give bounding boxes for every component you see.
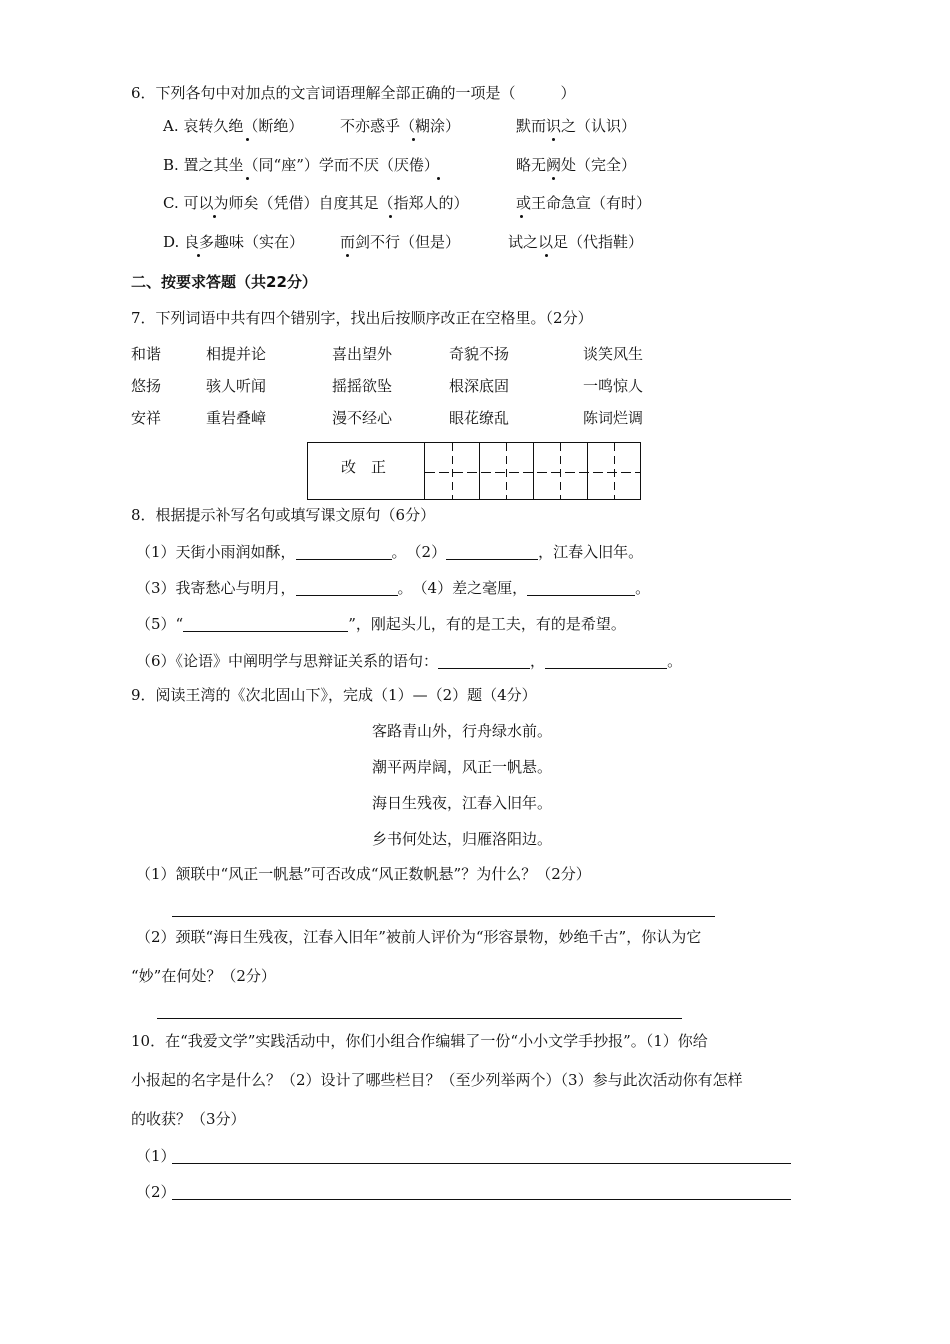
poem-line-4: 乡书何处达，归雁洛阳边。 <box>372 830 553 848</box>
q6-option-c-2: 或王命急宣（有时） <box>516 194 652 212</box>
q7-word: 相提并论 <box>206 345 267 363</box>
q7-word: 陈词烂调 <box>583 409 644 427</box>
poem-line-3: 海日生残夜，江春入旧年。 <box>372 794 553 812</box>
q6-option-d-2: 而剑不行（但是） <box>340 233 461 251</box>
emphasis-dot <box>213 215 216 218</box>
q8-blank-3[interactable] <box>296 580 398 596</box>
emphasis-dot <box>552 138 555 141</box>
q7-word: 重岩叠嶂 <box>206 409 267 427</box>
q8-line-2: （3）我寄愁心与明月， 。 （4）差之毫厘， 。 <box>136 579 651 597</box>
emphasis-dot <box>520 215 523 218</box>
correction-box <box>307 442 641 500</box>
q10-line-3: 的收获？（3分） <box>131 1110 246 1128</box>
q10-answer-label-2: （2） <box>136 1183 176 1201</box>
q6-option-c-1: C. 可以为师矣（凭借）自度其足（指郑人的） <box>163 194 469 212</box>
q7-word: 摇摇欲坠 <box>332 377 393 395</box>
q8-blank-4[interactable] <box>527 580 635 596</box>
q10-answer-label-1: （1） <box>136 1147 176 1165</box>
q8-line-1: （1）天街小雨润如酥， 。 （2） ，江春入旧年。 <box>136 543 644 561</box>
q7-word: 骇人听闻 <box>206 377 267 395</box>
q6-option-b-2: 略无阙处（完全） <box>516 156 637 174</box>
emphasis-dot <box>437 177 440 180</box>
q7-word: 根深底固 <box>449 377 510 395</box>
q6-option-d-3: 试之以足（代指鞋） <box>508 233 644 251</box>
emphasis-dot <box>246 138 249 141</box>
q10-answer-line-1[interactable] <box>172 1163 791 1164</box>
q8-blank-6[interactable] <box>438 653 530 669</box>
q7-word: 喜出望外 <box>332 345 393 363</box>
q9-stem: 9．阅读王湾的《次北固山下》，完成（1）—（2）题（4分） <box>131 686 537 704</box>
q7-word: 和谐 <box>131 345 162 363</box>
emphasis-dot <box>545 254 548 257</box>
q7-word: 谈笑风生 <box>583 345 644 363</box>
q6-option-a-1: A. 哀转久绝（断绝） <box>163 117 304 135</box>
correction-cell-3[interactable] <box>533 443 587 499</box>
q7-word: 悠扬 <box>131 377 162 395</box>
emphasis-dot <box>552 177 555 180</box>
correction-cell-4[interactable] <box>587 443 640 499</box>
q8-blank-1[interactable] <box>296 544 392 560</box>
q7-word: 漫不经心 <box>332 409 393 427</box>
q8-line-4: （6）《论语》中阐明学与思辩证关系的语句： ， 。 <box>136 652 683 670</box>
q9-sub1: （1）颔联中“风正一帆悬”可否改成“风正数帆悬”？为什么？（2分） <box>136 865 591 883</box>
q7-word: 安祥 <box>131 409 162 427</box>
q7-word: 奇貌不扬 <box>449 345 510 363</box>
correction-cell-1[interactable] <box>425 443 479 499</box>
q7-word: 一鸣惊人 <box>583 377 644 395</box>
q8-stem: 8．根据提示补写名句或填写课文原句（6分） <box>131 506 436 524</box>
emphasis-dot <box>346 254 349 257</box>
emphasis-dot <box>389 215 392 218</box>
q7-word: 眼花缭乱 <box>449 409 510 427</box>
q8-blank-2[interactable] <box>446 544 538 560</box>
emphasis-dot <box>197 254 200 257</box>
q8-blank-7[interactable] <box>545 653 667 669</box>
poem-line-2: 潮平两岸阔，风正一帆悬。 <box>372 758 553 776</box>
section-heading: 二、按要求答题（共22分） <box>131 273 317 291</box>
q6-option-a-2: 不亦惑乎（糊涂） <box>340 117 461 135</box>
q6-option-b-1: B. 置之其坐（同“座”）学而不厌（厌倦） <box>163 156 439 174</box>
poem-line-1: 客路青山外，行舟绿水前。 <box>372 722 553 740</box>
q8-line-3: （5）“ ”，刚起头儿，有的是工夫，有的是希望。 <box>136 615 626 633</box>
q6-option-d-1: D. 良多趣味（实在） <box>163 233 305 251</box>
q10-answer-line-2[interactable] <box>172 1199 791 1200</box>
q7-stem: 7．下列词语中共有四个错别字，找出后按顺序改正在空格里。（2分） <box>131 309 593 327</box>
emphasis-dot <box>412 138 415 141</box>
q8-blank-5[interactable] <box>183 616 348 632</box>
q10-line-2: 小报起的名字是什么？（2）设计了哪些栏目？（至少列举两个）（3）参与此次活动你有怎样 <box>131 1071 743 1089</box>
q9-sub2-line-2: “妙”在何处？（2分） <box>131 967 276 985</box>
emphasis-dot <box>246 177 249 180</box>
q9-sub2-line-1: （2）颈联“海日生残夜，江春入旧年”被前人评价为“形容景物，妙绝千古”，你认为它 <box>136 928 702 946</box>
q9-answer-line-1[interactable] <box>172 916 715 917</box>
q6-stem: 6．下列各句中对加点的文言词语理解全部正确的一项是（ ） <box>131 84 576 102</box>
q10-line-1: 10．在“我爱文学”实践活动中，你们小组合作编辑了一份“小小文学手抄报”。（1）你给 <box>131 1032 708 1050</box>
q9-answer-line-2[interactable] <box>157 1018 682 1019</box>
correction-label: 改 正 <box>341 458 387 476</box>
q6-option-a-3: 默而识之（认识） <box>516 117 637 135</box>
correction-cell-2[interactable] <box>479 443 533 499</box>
